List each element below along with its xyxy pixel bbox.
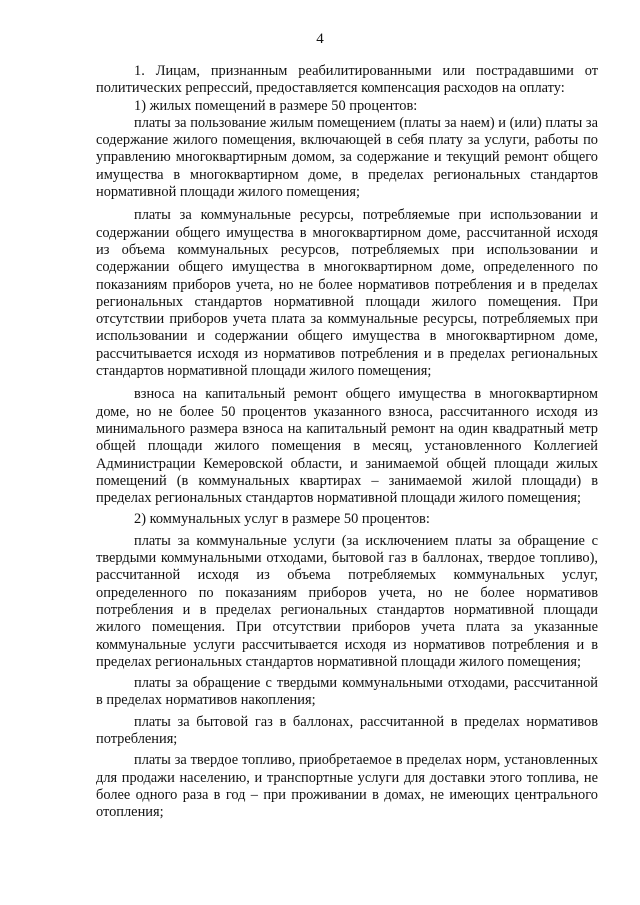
page-number: 4	[316, 31, 324, 47]
paragraph-capital-repair: взноса на капитальный ремонт общего имущества в многоквартирном доме, но не более 50 процентов указанного взноса, рассчитанного исходя из минимального размера взноса на капитальный ремонт на один квадратный метр общей площади жилого помещения в месяц, установленного Коллегией Администрации Кемеровской области, и занимаемой общей площади жилых помещений (в коммунальных квартирах – занимаемой жилой площади) в пределах региональных стандартов нормативной площади жилого помещения;	[96, 386, 598, 507]
document-body	[96, 63, 598, 821]
paragraph-item-1-heading: 1) жилых помещений в размере 50 процентов:	[134, 97, 418, 114]
paragraph-housing-rent: платы за пользование жилым помещением (платы за наем) и (или) платы за содержание жилого помещения, включающей в себя плату за услуги, работы по управлению многоквартирным домом, за содержание и текущий ремонт общего имущества в многоквартирном доме, в пределах региональных стандартов нормативной площади жилого помещения;	[96, 114, 598, 201]
paragraph-solid-fuel: платы за твердое топливо, приобретаемое в пределах норм, установленных для продажи населению, и транспортные услуги для доставки этого топлива, не более одного раза в год – при проживании в домах, не имеющих центрального отопления;	[96, 752, 598, 821]
paragraph-intro: 1. Лицам, признанным реабилитированными или пострадавшими от политических репрессий, предоставляется компенсация расходов на оплату:	[96, 63, 598, 97]
paragraph-communal-resources: платы за коммунальные ресурсы, потребляемые при использовании и содержании общего имущества в многоквартирном доме, рассчитанной исходя из объема коммунальных ресурсов, потребляемых при использовании и содержании общего имущества в многоквартирном доме, определенного по показаниям приборов учета, но не более нормативов потребления и в пределах региональных стандартов нормативной площади жилого помещения. При отсутствии приборов учета плата за коммунальные ресурсы, потребляемых при использовании и содержании общего имущества в многоквартирном доме, рассчитывается исходя из нормативов потребления и в пределах региональных стандартов нормативной площади жилого помещения;	[96, 207, 598, 380]
paragraph-item-2-heading: 2) коммунальных услуг в размере 50 процентов:	[134, 511, 430, 528]
paragraph-solid-waste: платы за обращение с твердыми коммунальными отходами, рассчитанной в пределах нормативов накопления;	[96, 675, 598, 709]
paragraph-bottled-gas: платы за бытовой газ в баллонах, рассчитанной в пределах нормативов потребления;	[96, 713, 598, 747]
paragraph-utility-payments: платы за коммунальные услуги (за исключением платы за обращение с твердыми коммунальными отходами, бытовой газ в баллонах, твердое топливо), рассчитанной исходя из объема потребляемых коммунальных услуг, определенного по показаниям приборов учета, но не более нормативов потребления и в пределах региональных стандартов нормативной площади жилого помещения. При отсутствии приборов учета плата за указанные коммунальные услуги рассчитывается исходя из нормативов потребления и в пределах региональных стандартов нормативной площади жилого помещения;	[96, 532, 598, 670]
